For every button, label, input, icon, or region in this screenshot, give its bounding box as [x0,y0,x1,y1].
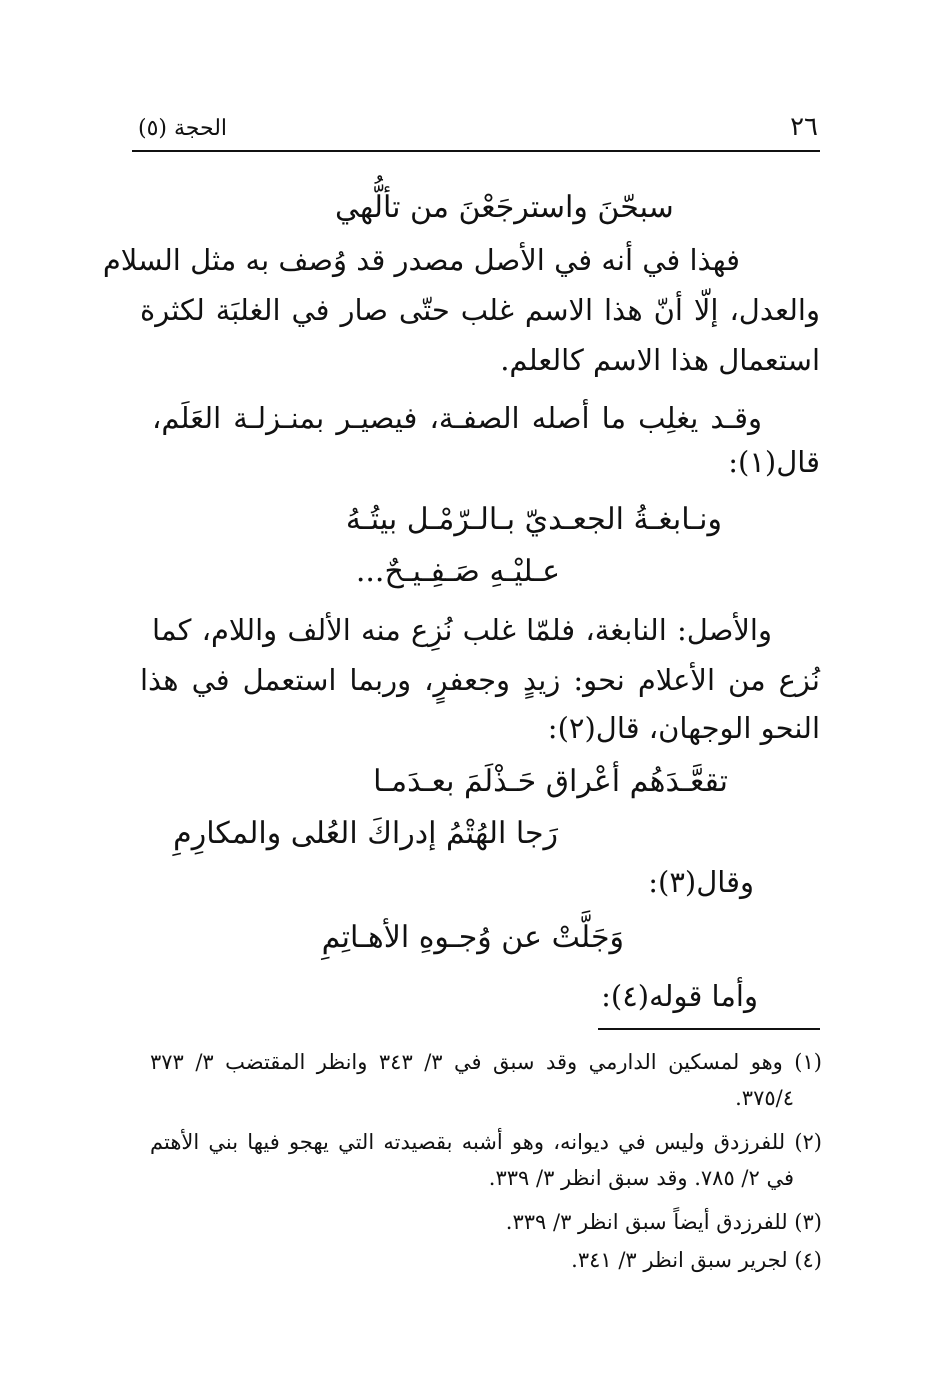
footnote-line: في ٢/ ٧٨٥. وقد سبق انظر ٣/ ٣٣٩. [488,1166,794,1190]
footnote-line: ٣٧٥/٤. [735,1086,794,1110]
running-title: الحجة (٥) [138,116,228,141]
paragraph-line: استعمال هذا الاسم كالعلم. [500,343,820,377]
page-number: ٢٦ [790,112,818,142]
verse-line: وَجَلَّتْ عن وُجـوهِ الأهـاتِمِ [321,920,624,955]
paragraph-line: وأما قوله(٤): [601,979,758,1013]
paragraph-line: قال(١): [728,445,820,479]
paragraph-line: والأصل: النابغة، فلمّا غلب نُزِع منه الألف واللام، كما [152,613,772,647]
paragraph-line: فهذا في أنه في الأصل مصدر قد وُصف به مثل السلام [102,243,740,277]
verse-line: رَجا الهُتْمُ إدراكَ العُلى والمكارِمِ [173,816,558,851]
paragraph-line: النحو الوجهان، قال(٢): [547,711,820,745]
header-divider [132,150,820,152]
verse-line: عـليْـهِ صَـفِـيـحٌ... [355,554,560,589]
footnote-line: (١) وهو لمسكين الدارمي وقد سبق في ٣/ ٣٤٣ وانظر المقتضب ٣/ ٣٧٣ [150,1050,822,1074]
paragraph-line: وقال(٣): [648,865,754,899]
paragraph-line: والعدل، إلّا أنّ هذا الاسم غلب حتّى صار في الغلبَة لكثرة [140,293,820,327]
verse-line: سبحّنَ واسترجَعْنَ من تألُّهي [335,190,674,225]
paragraph-line: وقـد يغلِب ما أصله الصفـة، فيصيـر بمنـزلـة العَلَم، [152,401,762,435]
verse-line: ونـابغـةُ الجعـديّ بـالـرّمْـل بيتُـهُ [345,502,722,537]
paragraph-line: نُزع من الأعلام نحو: زيدٍ وجعفرٍ، وربما استعمل في هذا [140,663,820,697]
footnote-line: (٤) لجرير سبق انظر ٣/ ٣٤١. [571,1248,822,1272]
verse-line: تقعَّـدَهُم أعْراق حَـذْلَمَ بعـدَمـا [373,764,728,799]
footnote-line: (٢) للفرزدق وليس في ديوانه، وهو أشبه بقصيدته التي يهجو فيها بني الأهتم [150,1130,822,1154]
footnote-line: (٣) للفرزدق أيضاً سبق انظر ٣/ ٣٣٩. [505,1210,822,1234]
footnote-divider [598,1028,820,1030]
